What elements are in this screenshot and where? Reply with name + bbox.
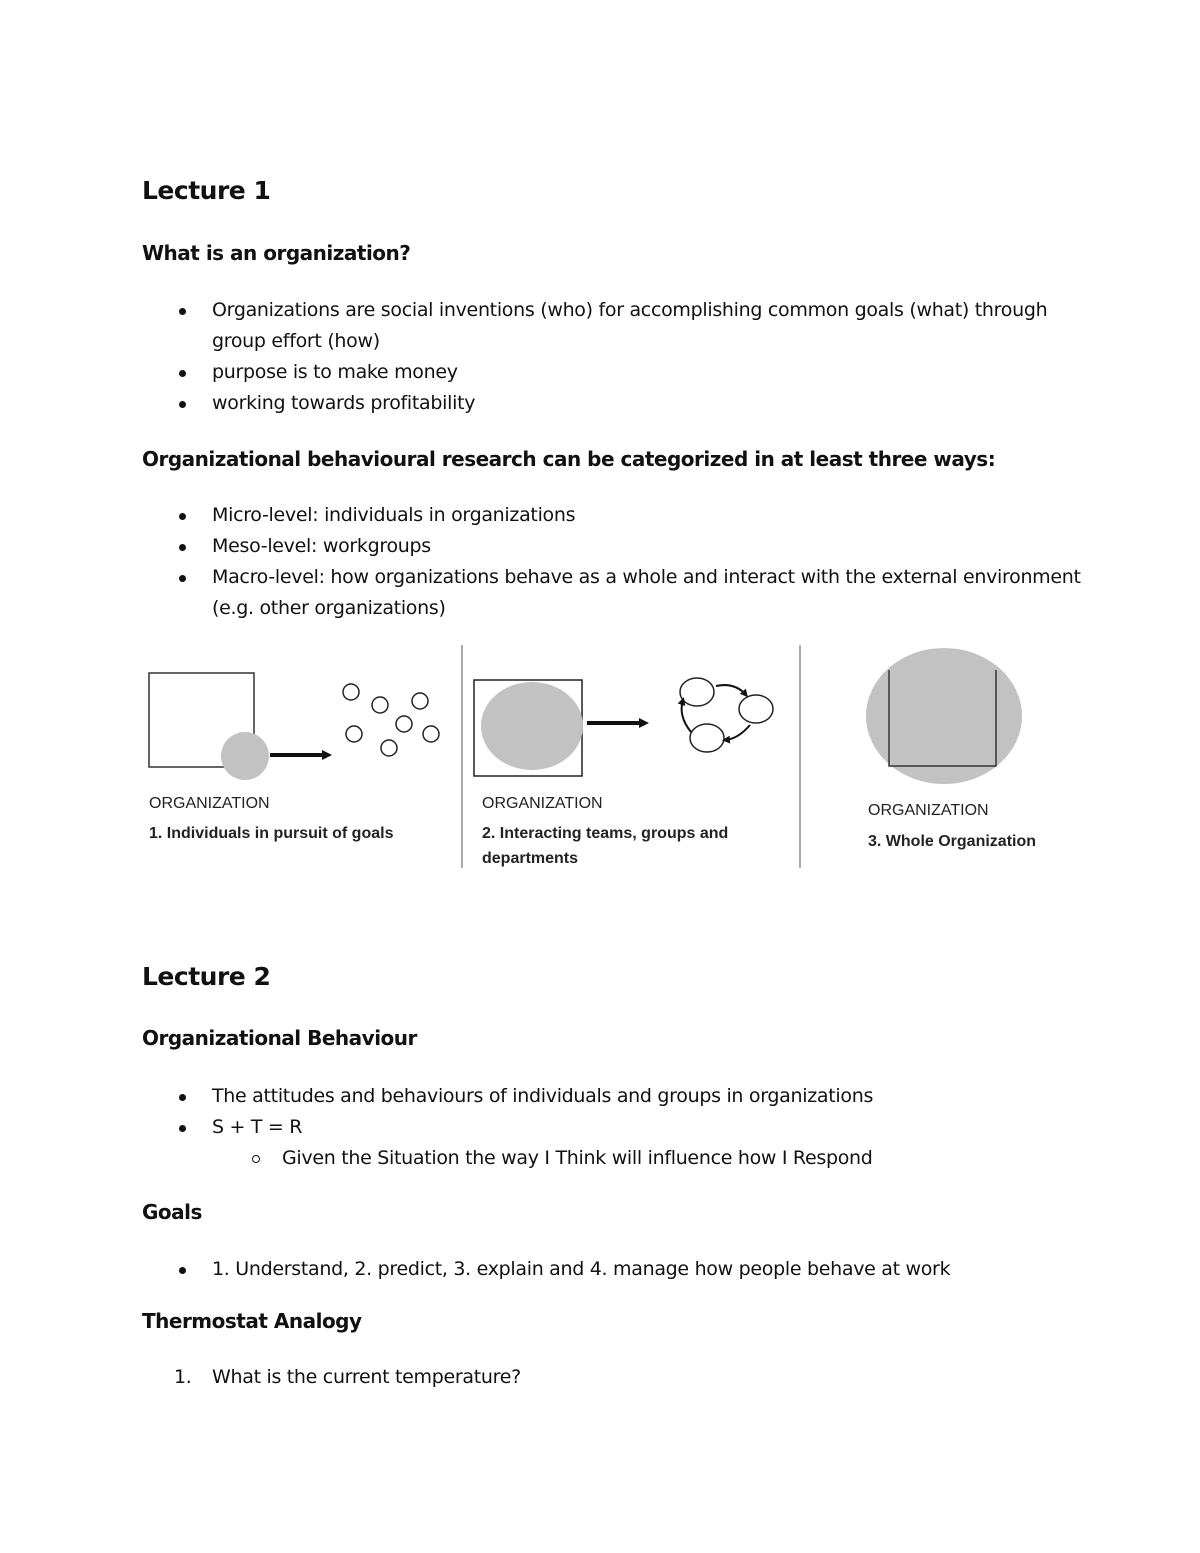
- bullet-icon: [179, 308, 186, 315]
- what-is-organization-heading: What is an organization?: [142, 241, 411, 265]
- list-item: [142, 357, 1082, 388]
- bullet-icon: [179, 544, 186, 551]
- individual-circle: [221, 732, 269, 780]
- list-item-text: purpose is to make money: [212, 361, 458, 383]
- bullet-icon: [179, 513, 186, 520]
- list-item: [142, 1112, 1082, 1174]
- research-levels-list: [142, 500, 1082, 624]
- panel-2-caption-text: departments: [482, 850, 579, 867]
- list-item: [142, 531, 1082, 562]
- thermostat-analogy-heading: Thermostat Analogy: [142, 1309, 362, 1333]
- panel-1-caption-text: 1. Individuals in pursuit of goals: [149, 825, 394, 842]
- goals-list: [142, 1254, 1082, 1285]
- thermostat-numbered-list: [142, 1362, 1082, 1393]
- bullet-icon: [179, 1094, 186, 1101]
- bullet-icon: [179, 401, 186, 408]
- list-item-text: Micro-level: individuals in organizations: [212, 504, 576, 526]
- groups-cycle: [680, 678, 773, 752]
- panel-2-caption-line-1: [482, 821, 728, 846]
- panel-whole: [866, 648, 1022, 784]
- panel-1-label: ORGANIZATION: [149, 795, 270, 812]
- sub-list-item: [212, 1143, 1082, 1174]
- list-item-text: Macro-level: how organizations behave as a whole and interact with the external environment (e.g. other organizations): [212, 566, 1081, 619]
- panel-2-caption-text: 2. Interacting teams, groups and: [482, 825, 729, 842]
- panel-3-caption: [868, 829, 1036, 854]
- panel-individuals: [149, 673, 439, 780]
- list-item-text: Meso-level: workgroups: [212, 535, 431, 557]
- list-item: [142, 1254, 1082, 1285]
- panel-teams: [474, 678, 773, 776]
- list-item-text: Organizations are social inventions (who) for accomplishing common goals (what) through group effort (how): [212, 299, 1048, 352]
- item-number: 1.: [174, 1366, 192, 1388]
- lecture-2-title: Lecture 2: [142, 962, 271, 991]
- ob-research-heading: Organizational behavioural research can be categorized in at least three ways:: [142, 447, 996, 471]
- sub-list: [212, 1143, 1082, 1174]
- panel-2-label: ORGANIZATION: [482, 795, 603, 812]
- bullet-icon: [179, 370, 186, 377]
- hollow-bullet-icon: [252, 1155, 260, 1163]
- list-item: [142, 500, 1082, 531]
- numbered-item-text: What is the current temperature?: [212, 1366, 521, 1388]
- panel-3-label: ORGANIZATION: [868, 802, 989, 819]
- bullet-icon: [179, 1125, 186, 1132]
- ob-definition-list: [142, 1081, 1082, 1174]
- list-item-text: working towards profitability: [212, 392, 476, 414]
- panel-3-caption-text: 3. Whole Organization: [868, 833, 1037, 850]
- bullet-icon: [179, 575, 186, 582]
- list-item: [142, 295, 1082, 357]
- lecture-1-title: Lecture 1: [142, 176, 271, 205]
- team-ellipse: [481, 682, 583, 770]
- organization-levels-figure: [140, 640, 1060, 875]
- sub-list-item-text: Given the Situation the way I Think will influence how I Respond: [282, 1147, 873, 1169]
- goals-heading: Goals: [142, 1200, 202, 1224]
- organizational-behaviour-heading: Organizational Behaviour: [142, 1026, 417, 1050]
- panel-1-caption: [149, 821, 393, 846]
- organization-definition-list: [142, 295, 1082, 419]
- list-item: [142, 562, 1082, 624]
- numbered-item: [142, 1362, 1082, 1393]
- list-item-text: S + T = R: [212, 1116, 303, 1138]
- list-item-text: 1. Understand, 2. predict, 3. explain and 4. manage how people behave at work: [212, 1258, 951, 1280]
- list-item: [142, 1081, 1082, 1112]
- panel-2-caption-line-2: [482, 846, 578, 871]
- list-item-text: The attitudes and behaviours of individuals and groups in organizations: [212, 1085, 874, 1107]
- individuals-cluster: [343, 684, 439, 756]
- bullet-icon: [179, 1267, 186, 1274]
- list-item: [142, 388, 1082, 419]
